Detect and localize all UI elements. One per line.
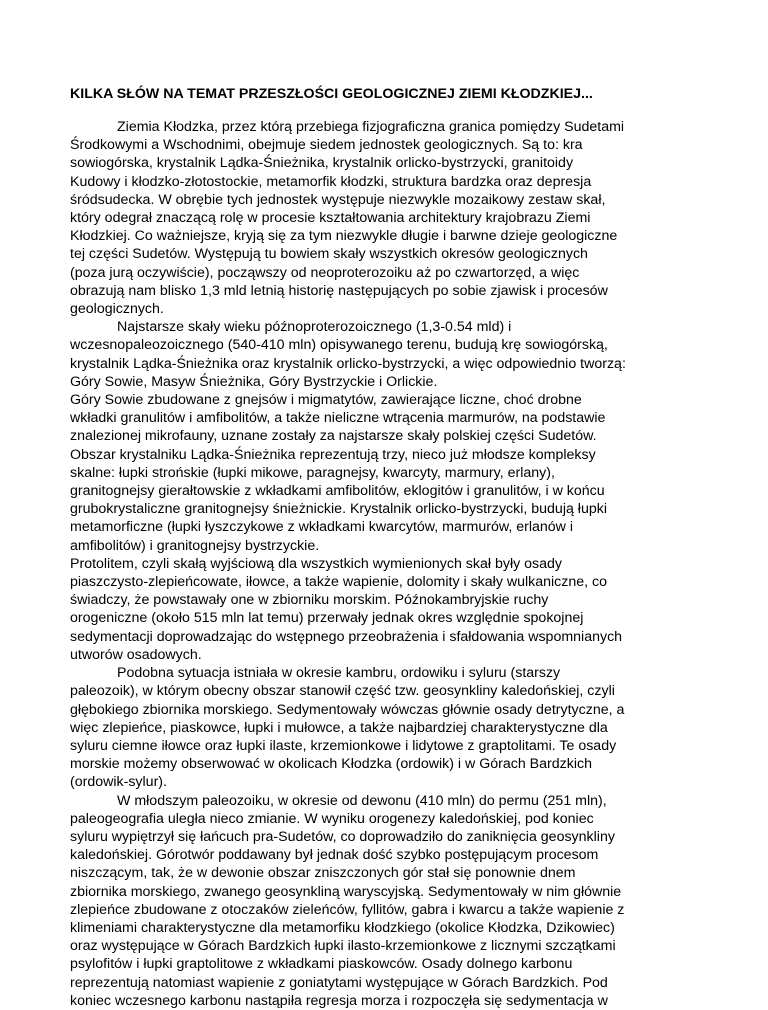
text-line: znalezionej mikrofauny, uznane zostały za najstarsze skały polskiej części Sudetów.	[70, 428, 597, 445]
text-line: Podobna sytuacja istniała w okresie kambru, ordowiku i syluru (starszy	[117, 665, 561, 682]
text-line: Góry Sowie, Masyw Śnieżnika, Góry Bystrzyckie i Orlickie.	[70, 373, 438, 390]
text-line: zlepieńce zbudowane z otoczaków zieleńców, fyllitów, gabra i kwarcu a także wapienie z	[70, 901, 625, 918]
text-line: (ordowik-sylur).	[70, 774, 167, 791]
text-line: reprezentują natomiast wapienie z goniatytami występujące w Górach Bardzkich. Pod	[70, 974, 608, 991]
paragraph	[70, 446, 690, 555]
text-line: Góry Sowie zbudowane z gnejsów i migmatytów, zawierające liczne, choć drobne	[70, 392, 582, 409]
text-line: niszczącym, tak, że w dewonie obszar zniszczonych gór stał się ponownie dnem	[70, 865, 576, 882]
text-line: klimeniami charakterystyczne dla metamorfiku kłodzkiego (okolice Kłodzka, Dzikowiec)	[70, 919, 615, 936]
text-line: wkładki granulitów i amfibolitów, a także nieliczne wtrącenia marmurów, na podstawie	[70, 410, 606, 427]
text-line: Kudowy i kłodzko-złotostockie, metamorfik kłodzki, struktura bardzka oraz depresja	[70, 173, 592, 190]
text-line: metamorficzne (łupki łyszczykowe z wkładkami kwarcytów, marmurów, erlanów i	[70, 519, 574, 536]
text-line: geologicznych.	[70, 301, 164, 318]
paragraph	[70, 555, 690, 664]
paragraph	[70, 118, 690, 318]
text-line: syluru ciemne iłowce oraz łupki ilaste, krzemionkowe i lidytowe z graptolitami. Te osady	[70, 737, 617, 754]
paragraph	[70, 664, 690, 791]
paragraph	[70, 792, 690, 1010]
text-line: który odegrał znaczącą rolę w procesie kształtowania architektury krajobrazu Ziemi	[70, 210, 591, 227]
text-line: granitognejsy gierałtowskie z wkładkami amfibolitów, eklogitów i granulitów, i w końcu	[70, 483, 605, 500]
text-line: zbiornika morskiego, zwanego geosynkliną waryscyjską. Sedymentowały w nim głównie	[70, 883, 622, 900]
text-line: Ziemia Kłodzka, przez którą przebiega fizjograficzna granica pomiędzy Sudetami	[117, 119, 625, 135]
text-line: orogeniczne (około 515 mln lat temu) przerwały jednak okres względnie spokojnej	[70, 610, 584, 627]
text-line: syluru wypiętrzył się łańcuch pra-Sudetów, co doprowadziło do zaniknięcia geosynkliny	[70, 828, 615, 845]
text-line: grubokrystaliczne granitognejsy śnieżnickie. Krystalnik orlicko-bystrzycki, budują łupki	[70, 501, 607, 518]
text-line: tej części Sudetów. Występują tu bowiem skały wszystkich okresów geologicznych	[70, 246, 588, 263]
text-line: obrazują nam blisko 1,3 mld letnią historię następujących po sobie zjawisk i procesów	[70, 282, 608, 299]
paragraph	[70, 391, 690, 446]
text-line: krystalnik Lądka-Śnieżnika oraz krystalnik orlicko-bystrzycki, a więc odpowiednio tworzą:	[70, 355, 626, 372]
text-line: sedymentacji doprowadzając do wstępnego przeobrażenia i sfałdowania wspomnianych	[70, 628, 623, 645]
text-line: paleozoik), w którym obecny obszar stanowił część tzw. geosynkliny kaledońskiej, czyli	[70, 683, 615, 700]
text-line: W młodszym paleozoiku, w okresie od dewonu (410 mln) do permu (251 mln),	[117, 792, 607, 809]
text-line: Środkowymi a Wschodnimi, obejmuje siedem jednostek geologicznych. Są to: kra	[70, 137, 583, 154]
text-line: (poza jurą oczywiście), począwszy od neoproterozoiku aż po czwartorzęd, a więc	[70, 264, 580, 281]
text-line: głębokiego zbiornika morskiego. Sedymentowały wówczas głównie osady detrytyczne, a	[70, 701, 625, 718]
text-line: skalne: łupki strońskie (łupki mikowe, paragnejsy, kwarcyty, marmury, erlany),	[70, 464, 555, 481]
text-line: wczesnopaleozoicznego (540-410 mln) opisywanego terenu, budują krę sowiogórską,	[70, 337, 608, 354]
text-line: paleogeografia uległa nieco zmianie. W wyniku orogenezy kaledońskiej, pod koniec	[70, 810, 594, 827]
text-line: morskie możemy obserwować w okolicach Kłodzka (ordowik) i w Górach Bardzkich	[70, 756, 592, 773]
document-title: KILKA SŁÓW NA TEMAT PRZESZŁOŚCI GEOLOGICZNEJ ZIEMI KŁODZKIEJ...	[70, 86, 593, 102]
text-line: utworów osadowych.	[70, 646, 202, 663]
text-line: Najstarsze skały wieku późnoproterozoicznego (1,3-0.54 mld) i	[117, 319, 512, 336]
text-line: piaszczysto-zlepieńcowate, iłowce, a także wapienie, dolomity i skały wulkaniczne, co	[70, 574, 608, 591]
text-line: Protolitem, czyli skałą wyjściową dla wszystkich wymienionych skał były osady	[70, 555, 562, 572]
paragraph	[70, 318, 690, 391]
text-line: oraz występujące w Górach Bardzkich łupki ilasto-krzemionkowe z licznymi szczątkami	[70, 938, 616, 955]
text-line: więc zlepieńce, piaskowce, łupki i mułowce, a także najbardziej charakterystyczne dla	[70, 719, 608, 736]
text-line: kaledońskiej. Górotwór poddawany był jednak dość szybko postępującym procesom	[70, 847, 599, 864]
document-body	[70, 118, 690, 1010]
text-line: psylofitów i łupki graptolitowe z wkładkami piaskowców. Osady dolnego karbonu	[70, 956, 573, 973]
text-line: świadczy, że powstawały one w zbiorniku morskim. Późnokambryjskie ruchy	[70, 592, 549, 609]
text-line: Obszar krystalniku Lądka-Śnieżnika reprezentują trzy, nieco już młodsze kompleksy	[70, 446, 596, 463]
text-line: sowiogórska, krystalnik Lądka-Śnieżnika, krystalnik orlicko-bystrzycki, granitoidy	[70, 155, 574, 172]
text-line: Kłodzkiej. Co ważniejsze, kryją się za tym niezwykle długie i barwne dzieje geologiczne	[70, 228, 618, 245]
text-line: koniec wczesnego karbonu nastąpiła regresja morza i rozpoczęła się sedymentacja w	[70, 992, 608, 1009]
text-line: amfibolitów) i granitognejsy bystrzyckie.	[70, 537, 320, 554]
text-line: śródsudecka. W obrębie tych jednostek występuje niezwykle mozaikowy zestaw skał,	[70, 191, 606, 208]
